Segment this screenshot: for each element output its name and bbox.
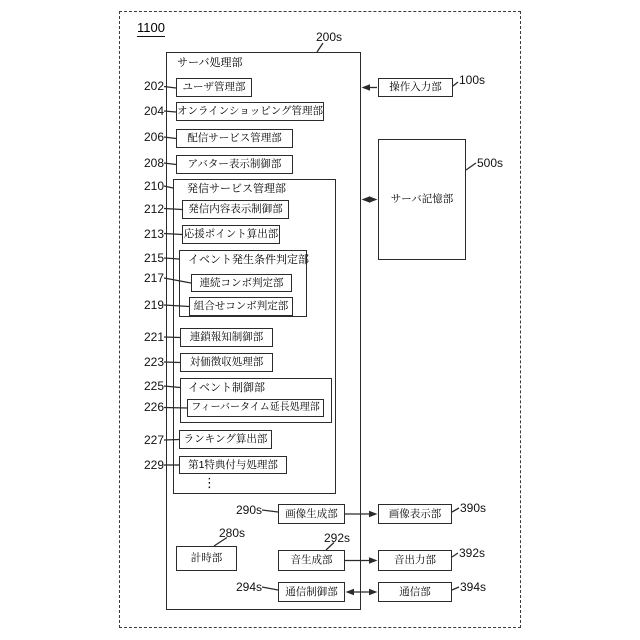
server-storage-block: サーバ記憶部 [378, 139, 466, 260]
communication-block: 通信部 [378, 582, 452, 602]
clock-block: 計時部 [176, 546, 237, 571]
image-generation-block: 画像生成部 [278, 504, 345, 524]
figure-number: 1100 [137, 20, 165, 35]
avatar-display-ctrl-block: アバター表示制御部 [176, 155, 293, 174]
ref-210: 210 [143, 179, 164, 193]
broadcast-service-mgmt-title: 発信サービス管理部 [187, 183, 286, 195]
ref-221: 221 [143, 330, 164, 344]
ref-219: 219 [143, 298, 164, 312]
image-display-block: 画像表示部 [378, 504, 452, 524]
sound-generation-block: 音生成部 [278, 550, 345, 571]
distribution-service-mgmt-block: 配信サービス管理部 [176, 129, 293, 148]
ref-213: 213 [143, 227, 164, 241]
ref-225: 225 [143, 379, 164, 393]
operation-input-block: 操作入力部 [378, 78, 453, 97]
ref-226: 226 [143, 400, 164, 414]
communication-ctrl-block: 通信制御部 [278, 582, 345, 602]
ref-208: 208 [143, 156, 164, 170]
event-ctrl-title: イベント制御部 [188, 382, 265, 394]
ref-217: 217 [143, 271, 164, 285]
ref-290s: 290s [236, 503, 263, 517]
online-shopping-mgmt-block: オンラインショッピング管理部 [176, 102, 324, 121]
ref-100s: 100s [459, 73, 486, 87]
ref-390s: 390s [460, 501, 487, 515]
server-processing-title: サーバ処理部 [177, 57, 243, 69]
broadcast-content-display-ctrl-block: 発信内容表示制御部 [182, 200, 289, 219]
price-collection-proc-block: 対価徴収処理部 [180, 353, 273, 372]
ref-229: 229 [143, 458, 164, 472]
ref-392s: 392s [459, 546, 486, 560]
ref-215: 215 [143, 251, 164, 265]
sound-output-block: 音出力部 [378, 550, 452, 571]
user-mgmt-block: ユーザ管理部 [176, 78, 252, 97]
ranking-calc-block: ランキング算出部 [179, 430, 272, 449]
ref-394s: 394s [460, 580, 487, 594]
ref-294s: 294s [236, 580, 263, 594]
ref-280s: 280s [219, 526, 246, 540]
ref-292s: 292s [324, 531, 351, 545]
ref-206: 206 [143, 130, 164, 144]
continuation-ellipsis: ⋮ [203, 475, 216, 490]
ref-223: 223 [143, 355, 164, 369]
event-condition-judge-title: イベント発生条件判定部 [188, 254, 309, 266]
combination-combo-judge-block: 組合せコンボ判定部 [189, 297, 293, 316]
ref-202: 202 [143, 79, 164, 93]
first-privilege-grant-proc-block: 第1特典付与処理部 [179, 456, 287, 474]
fever-time-extension-proc-block: フィーバータイム延長処理部 [187, 399, 324, 417]
ref-500s: 500s [477, 156, 504, 170]
ref-212: 212 [143, 202, 164, 216]
ref-200s: 200s [316, 30, 343, 44]
ref-227: 227 [143, 433, 164, 447]
ref-204: 204 [143, 104, 164, 118]
serial-combo-judge-block: 連続コンボ判定部 [191, 274, 292, 292]
support-point-calc-block: 応援ポイント算出部 [182, 225, 280, 244]
chain-notice-ctrl-block: 連鎖報知制御部 [180, 328, 273, 347]
